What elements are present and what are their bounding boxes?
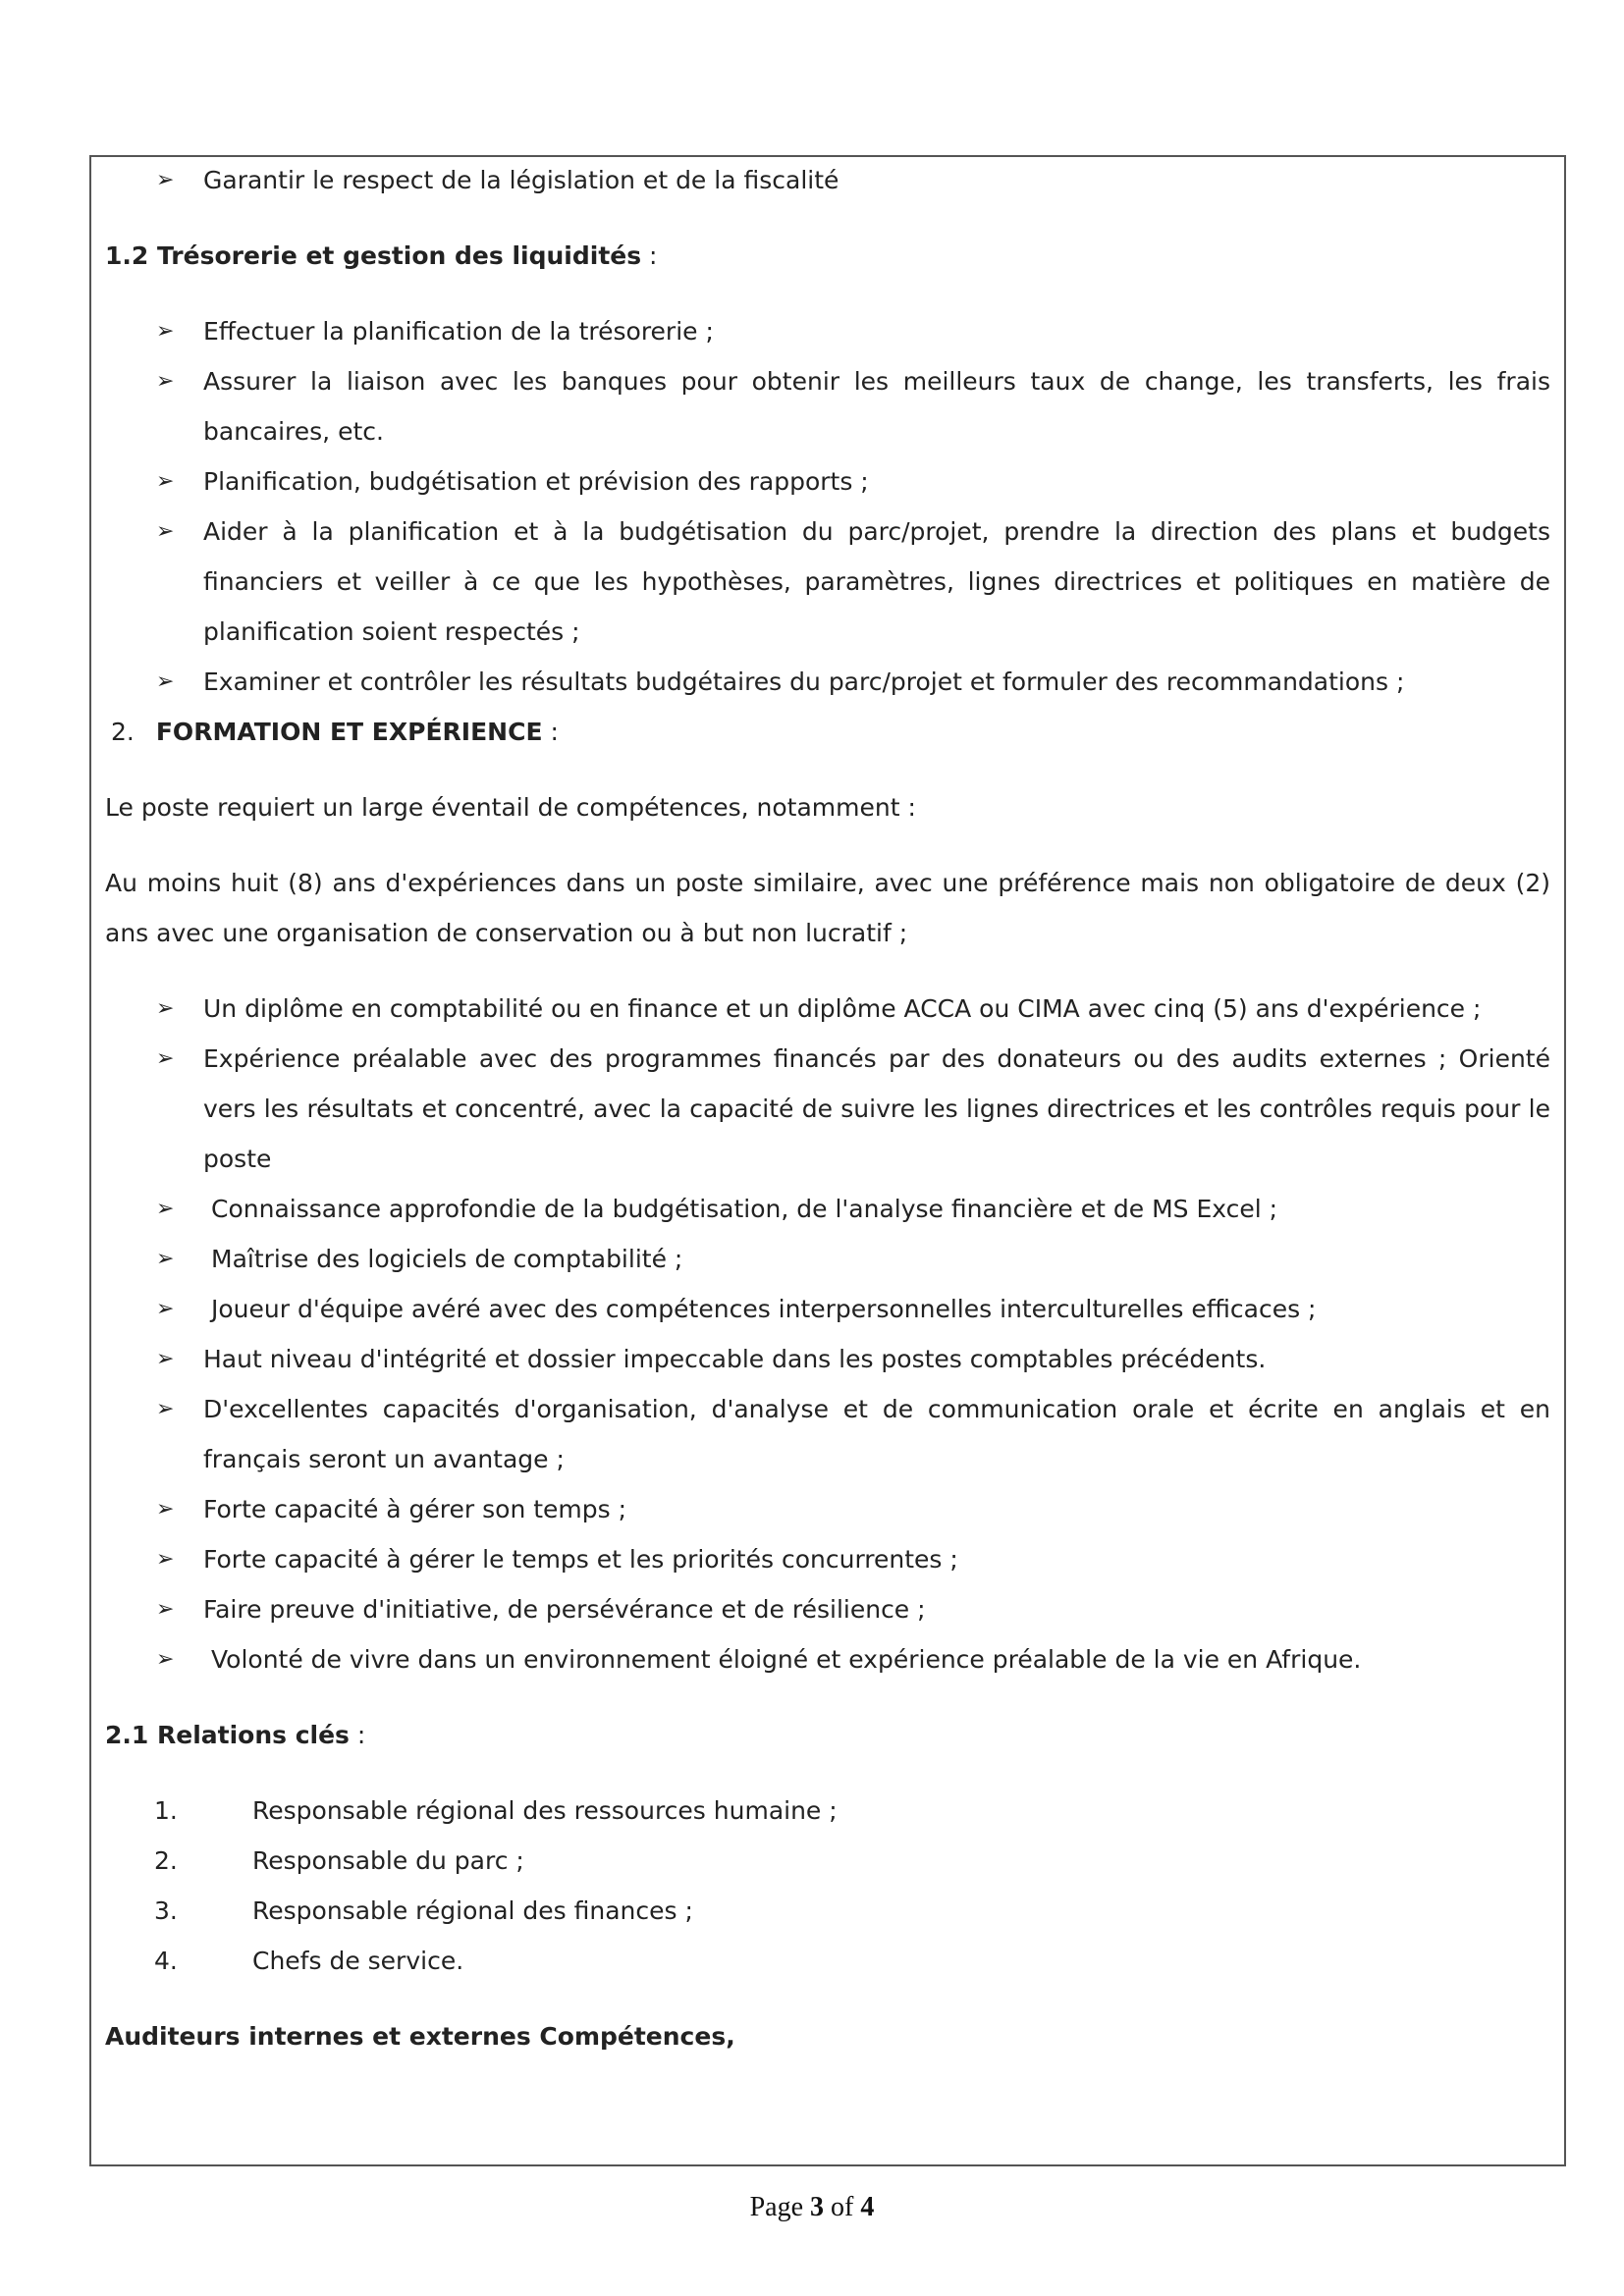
- relation-number: 4.: [154, 1947, 178, 1975]
- bullet-text: Planification, budgétisation et prévision des rapports ;: [203, 467, 869, 496]
- arrow-bullet-icon: ➢: [156, 1597, 175, 1622]
- bullet-item: [105, 155, 1550, 205]
- arrow-bullet-icon: ➢: [156, 1297, 175, 1321]
- relation-text: Responsable régional des finances ;: [252, 1896, 693, 1925]
- relation-text: Responsable du parc ;: [252, 1846, 524, 1875]
- bullet-item: [105, 356, 1550, 456]
- section-heading-2: 2. FORMATION ET EXPÉRIENCE :: [111, 718, 559, 746]
- arrow-bullet-icon: ➢: [156, 469, 175, 494]
- bullet-text: Garantir le respect de la législation et de la fiscalité: [203, 166, 839, 194]
- arrow-bullet-icon: ➢: [156, 1197, 175, 1221]
- arrow-bullet-icon: ➢: [156, 1247, 175, 1271]
- bullet-item: [105, 1634, 1550, 1684]
- bullet-text: Expérience préalable avec des programmes financés par des donateurs ou des audits externes ; Orienté vers les résultats et concentré, avec la capacité de suivre les lignes directrices et les contrôles requis pour le poste: [203, 1044, 1550, 1173]
- bullet-item: [105, 1484, 1550, 1534]
- arrow-bullet-icon: ➢: [156, 1497, 175, 1522]
- bullet-text: Forte capacité à gérer le temps et les priorités concurrentes ;: [203, 1545, 958, 1574]
- arrow-bullet-icon: ➢: [156, 1547, 175, 1572]
- bullet-text: Un diplôme en comptabilité ou en finance et un diplôme ACCA ou CIMA avec cinq (5) ans d'expérience ;: [203, 994, 1482, 1023]
- bullet-item: [105, 1284, 1550, 1334]
- bullet-text: Assurer la liaison avec les banques pour obtenir les meilleurs taux de change, les transferts, les frais bancaires, etc.: [203, 367, 1550, 446]
- bullet-text: Haut niveau d'intégrité et dossier impeccable dans les postes comptables précédents.: [203, 1345, 1267, 1373]
- paragraph-skills: Le poste requiert un large éventail de compétences, notamment :: [105, 793, 916, 822]
- page-footer: [0, 2192, 1624, 2223]
- arrow-bullet-icon: ➢: [156, 669, 175, 694]
- bullet-item: [105, 306, 1550, 356]
- page-number: 3: [810, 2192, 825, 2222]
- arrow-bullet-icon: ➢: [156, 1397, 175, 1421]
- bullet-item: [105, 984, 1550, 1034]
- arrow-bullet-icon: ➢: [156, 1647, 175, 1672]
- arrow-bullet-icon: ➢: [156, 519, 175, 544]
- bullet-text: D'excellentes capacités d'organisation, d'analyse et de communication orale et écrite en anglais et en français seront un avantage ;: [203, 1395, 1550, 1473]
- bullet-item: [105, 1384, 1550, 1484]
- relation-item: [105, 1936, 1550, 1986]
- relation-number: 1.: [154, 1796, 178, 1825]
- bullet-item: [105, 1034, 1550, 1184]
- section-heading-2-1: 2.1 Relations clés :: [105, 1721, 366, 1749]
- bullet-item: [105, 1584, 1550, 1634]
- closing-heading: Auditeurs internes et externes Compétences,: [105, 2022, 735, 2051]
- bullet-text: Joueur d'équipe avéré avec des compétences interpersonnelles interculturelles efficaces ;: [211, 1295, 1317, 1323]
- bullet-text: Examiner et contrôler les résultats budgétaires du parc/projet et formuler des recommandations ;: [203, 667, 1405, 696]
- bullet-text: Faire preuve d'initiative, de persévérance et de résilience ;: [203, 1595, 926, 1624]
- relation-number: 2.: [154, 1846, 178, 1875]
- paragraph-experience: Au moins huit (8) ans d'expériences dans un poste similaire, avec une préférence mais non obligatoire de deux (2) ans avec une organisation de conservation ou à but non lucratif ;: [105, 869, 1550, 947]
- arrow-bullet-icon: ➢: [156, 319, 175, 344]
- arrow-bullet-icon: ➢: [156, 996, 175, 1021]
- arrow-bullet-icon: ➢: [156, 369, 175, 394]
- bullet-text: Volonté de vivre dans un environnement éloigné et expérience préalable de la vie en Afrique.: [211, 1645, 1362, 1674]
- arrow-bullet-icon: ➢: [156, 168, 175, 192]
- bullet-item: [105, 1184, 1550, 1234]
- bullet-text: Aider à la planification et à la budgétisation du parc/projet, prendre la direction des plans et budgets financiers et veiller à ce que les hypothèses, paramètres, lignes directrices et politiques en matière de planification soient respectés ;: [203, 517, 1550, 646]
- relation-text: Responsable régional des ressources humaine ;: [252, 1796, 838, 1825]
- arrow-bullet-icon: ➢: [156, 1046, 175, 1071]
- bullet-item: [105, 657, 1550, 707]
- relation-number: 3.: [154, 1896, 178, 1925]
- arrow-bullet-icon: ➢: [156, 1347, 175, 1371]
- page-word: Page: [749, 2192, 804, 2222]
- relation-item: [105, 1836, 1550, 1886]
- bullet-text: Effectuer la planification de la trésorerie ;: [203, 317, 714, 346]
- bullet-text: Maîtrise des logiciels de comptabilité ;: [211, 1245, 683, 1273]
- relation-item: [105, 1786, 1550, 1836]
- bullet-item: [105, 1534, 1550, 1584]
- document-body: [105, 155, 1550, 2061]
- bullet-text: Forte capacité à gérer son temps ;: [203, 1495, 627, 1523]
- section-heading-1-2: 1.2 Trésorerie et gestion des liquidités :: [105, 241, 658, 270]
- bullet-item: [105, 456, 1550, 507]
- relation-item: [105, 1886, 1550, 1936]
- bullet-text: Connaissance approfondie de la budgétisation, de l'analyse financière et de MS Excel ;: [211, 1195, 1278, 1223]
- relation-text: Chefs de service.: [252, 1947, 464, 1975]
- of-word: of: [831, 2192, 854, 2222]
- page-total: 4: [860, 2192, 875, 2222]
- bullet-item: [105, 1334, 1550, 1384]
- bullet-item: [105, 507, 1550, 657]
- bullet-item: [105, 1234, 1550, 1284]
